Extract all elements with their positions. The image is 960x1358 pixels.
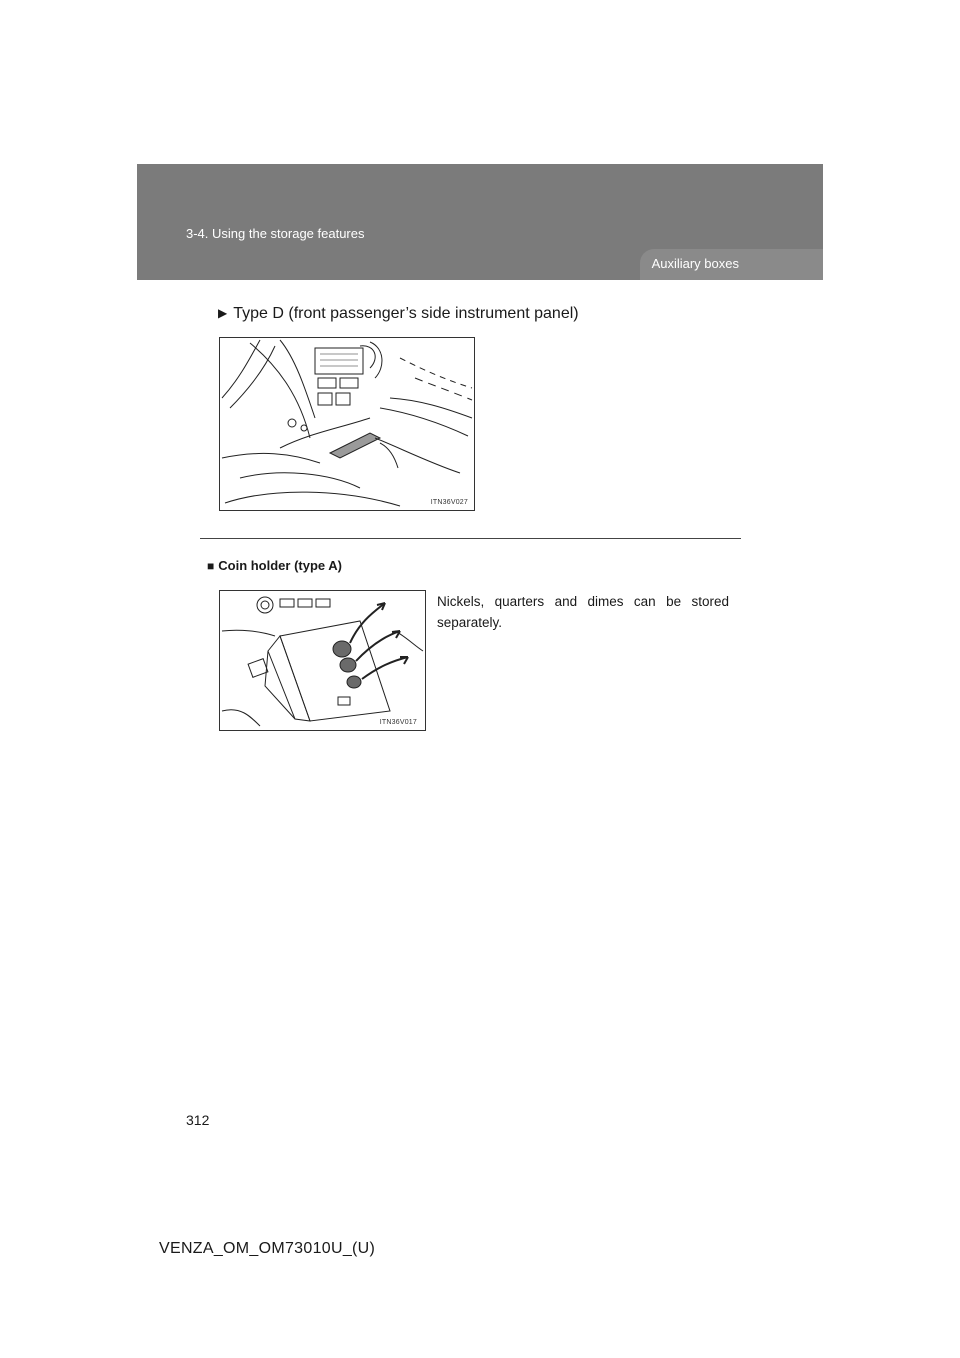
header-tab bbox=[640, 249, 823, 280]
figure-code: ITN36V027 bbox=[430, 499, 468, 506]
header-tab-label: Auxiliary boxes bbox=[651, 256, 739, 271]
figure-code: ITN36V017 bbox=[379, 719, 417, 726]
section-divider bbox=[200, 538, 741, 539]
coin-holder-description: Nickels, quarters and dimes can be stored separately. bbox=[437, 594, 729, 630]
document-code: VENZA_OM_OM73010U_(U) bbox=[159, 1240, 376, 1257]
page-number: 312 bbox=[186, 1112, 210, 1128]
coin-holder-heading-text: Coin holder (type A) bbox=[218, 558, 342, 573]
type-d-illustration bbox=[219, 337, 475, 511]
section-title: 3-4. Using the storage features bbox=[186, 226, 365, 241]
coin-holder-illustration bbox=[219, 590, 426, 731]
right-triangle-icon: ▶ bbox=[218, 306, 228, 320]
black-square-icon: ■ bbox=[207, 559, 215, 573]
type-d-line bbox=[218, 305, 579, 323]
coin-holder-heading bbox=[207, 558, 342, 573]
type-d-label: Type D (front passenger’s side instrument panel) bbox=[233, 305, 579, 322]
